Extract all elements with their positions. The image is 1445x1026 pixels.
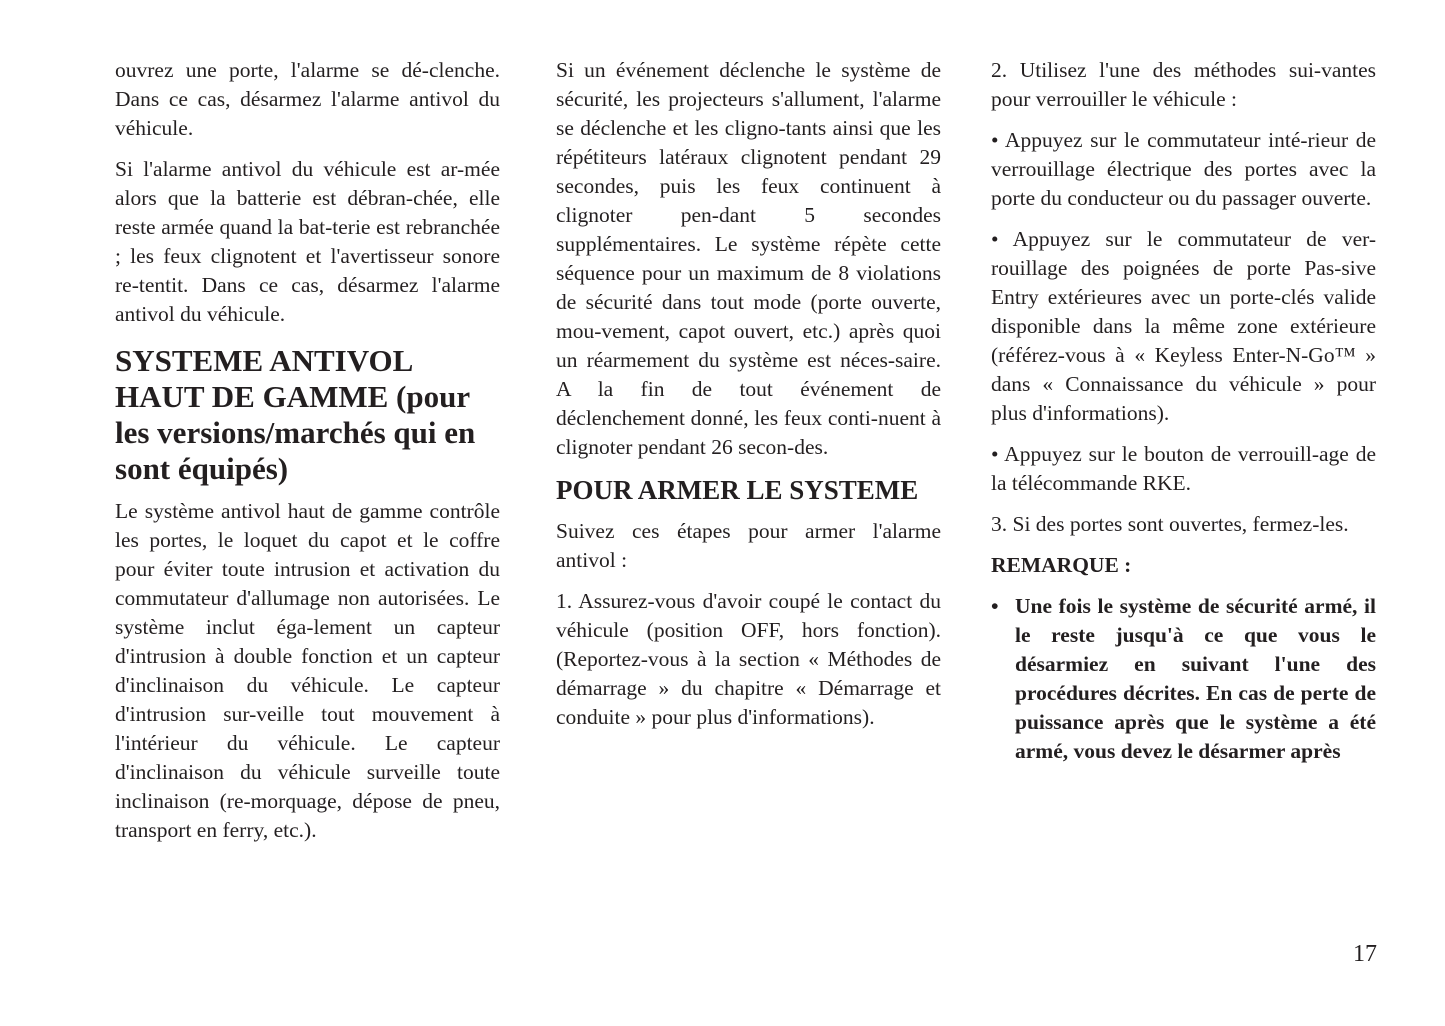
column-left: [115, 56, 500, 857]
paragraph-lock-method-2: • Appuyez sur le commutateur de ver-rouillage des poignées de porte Pas-sive Entry extérieures avec un porte-clés valide disponible dans la même zone extérieure (référez-vous à « Keyless Enter-N-Go™ » dans « Connaissance du véhicule » pour plus d'informations).: [991, 227, 1376, 425]
column-middle: [556, 56, 941, 744]
note-heading: REMARQUE :: [991, 553, 1132, 577]
paragraph-alarm-door: ouvrez une porte, l'alarme se dé-clenche. Dans ce cas, désarmez l'alarme antivol du véhicule.: [115, 58, 500, 140]
paragraph-battery: Si l'alarme antivol du véhicule est ar-mée alors que la batterie est débran-chée, elle reste armée quand la bat-terie est rebranchée ; les feux clignotent et l'avertisseur sonore re-tentit. Dans ce cas, désarmez l'alarme antivol du véhicule.: [115, 157, 500, 326]
paragraph-security-event: Si un événement déclenche le système de sécurité, les projecteurs s'allument, l'alarme se déclenche et les cligno-tants ainsi que les répétiteurs latéraux clignotent pendant 29 secondes, puis les feux continuent à clignoter pen-dant 5 secondes supplémentaires. Le système répète cette séquence pour un maximum de 8 violations de sécurité dans tout mode (porte ouverte, mou-vement, capot ouvert, etc.) après quoi un réarmement du système est néces-saire. A la fin de tout événement de déclenchement donné, les feux conti-nuent à clignoter pendant 26 secon-des.: [556, 58, 941, 459]
paragraph-arm-intro: Suivez ces étapes pour armer l'alarme antivol :: [556, 519, 941, 572]
column-right: [991, 56, 1376, 766]
paragraph-lock-method-1: • Appuyez sur le commutateur inté-rieur de verrouillage électrique des portes avec la porte du conducteur ou du passager ouverte.: [991, 128, 1376, 210]
bullet-marker: •: [991, 594, 999, 618]
section-heading-arm-system: POUR ARMER LE SYSTEME: [556, 475, 919, 505]
paragraph-step-3: 3. Si des portes sont ouvertes, fermez-les.: [991, 512, 1349, 536]
paragraph-step-2: 2. Utilisez l'une des méthodes sui-vantes pour verrouiller le véhicule :: [991, 58, 1376, 111]
section-heading-premium-alarm: SYSTEME ANTIVOL HAUT DE GAMME (pour les versions/marchés qui en sont équipés): [115, 343, 476, 486]
paragraph-lock-method-3: • Appuyez sur le bouton de verrouill-age de la télécommande RKE.: [991, 442, 1376, 495]
page-number: 17: [1353, 941, 1377, 967]
paragraph-premium-alarm-description: Le système antivol haut de gamme contrôle les portes, le loquet du capot et le coffre pour éviter toute intrusion et activation du commutateur d'allumage non autorisées. Le système inclut éga-lement un capteur d'intrusion à double fonction et un capteur d'inclinaison du véhicule. Le capteur d'intrusion sur-veille tout mouvement à l'intérieur du véhicule. Le capteur d'inclinaison du véhicule surveille toute inclinaison (re-morquage, dépose de pneu, transport en ferry, etc.).: [115, 499, 500, 842]
note-bullet-item: [991, 592, 1376, 766]
note-text: Une fois le système de sécurité armé, il le reste jusqu'à ce que vous le désarmiez en suivant l'une des procédures décrites. En cas de perte de puissance après que le système a été armé, vous devez le désarmer après: [1015, 594, 1376, 763]
paragraph-step-1: 1. Assurez-vous d'avoir coupé le contact du véhicule (position OFF, hors fonction). (Reportez-vous à la section « Méthodes de démarrage » du chapitre « Démarrage et conduite » pour plus d'informations).: [556, 589, 941, 729]
